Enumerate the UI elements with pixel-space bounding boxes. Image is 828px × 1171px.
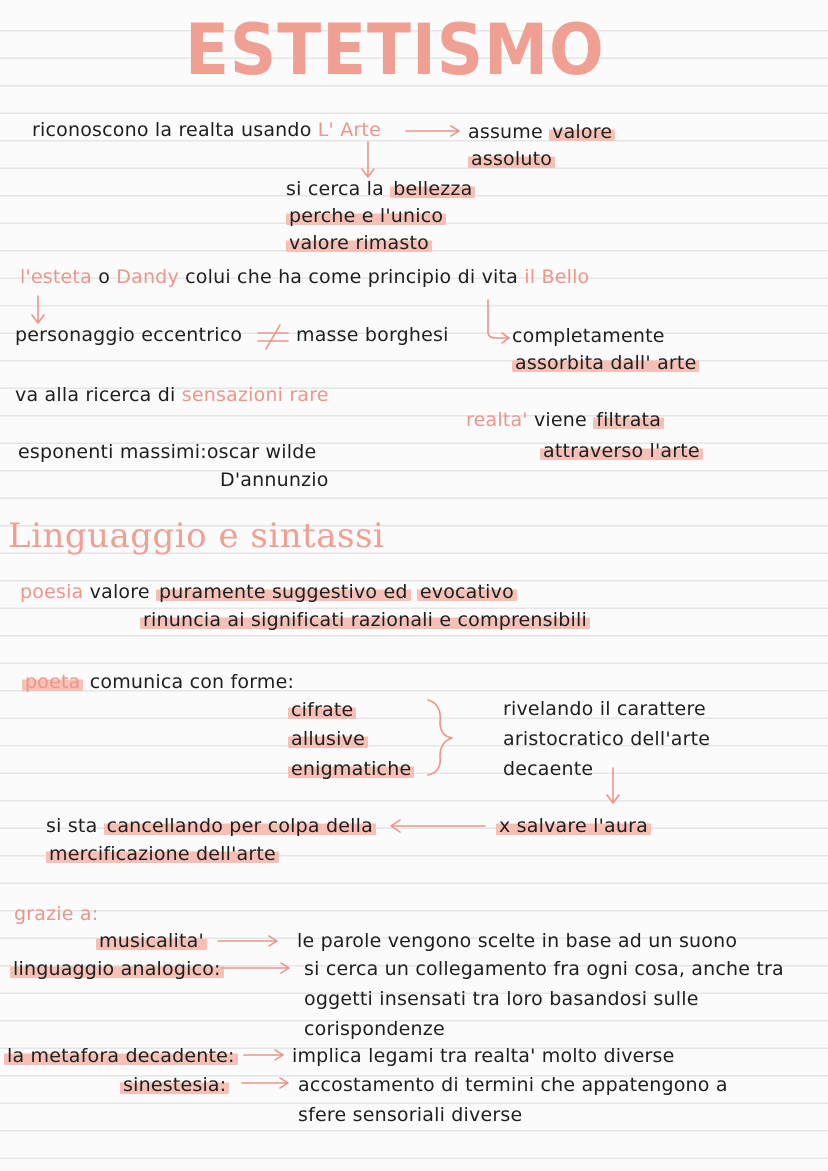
- highlight-assorbita: assorbita dall' arte: [512, 352, 699, 374]
- note-line: [512, 351, 699, 375]
- arrow-sinestesia-icon: [242, 1078, 288, 1088]
- arrow-metafora-icon: [244, 1050, 283, 1060]
- note-line: [15, 383, 329, 407]
- list-item: [288, 698, 356, 722]
- term: [120, 1073, 229, 1097]
- note-line: [512, 324, 665, 348]
- note-text: comunica con forme:: [89, 671, 295, 693]
- term: [10, 957, 224, 981]
- keyword-bello: il Bello: [524, 266, 590, 288]
- note-line: [503, 697, 706, 721]
- note-text: D'annunzio: [220, 469, 329, 491]
- highlight-enigmatiche: enigmatiche: [288, 758, 414, 780]
- highlight-valore-rimasto: valore rimasto: [286, 232, 432, 254]
- note-text: viene: [533, 409, 587, 431]
- note-line: [18, 440, 316, 464]
- keyword-poeta: poeta: [22, 671, 83, 693]
- note-text: valore: [89, 581, 150, 603]
- definition: sfere sensoriali diverse: [298, 1104, 523, 1126]
- arrow-esteta-down-icon: [32, 296, 44, 323]
- section-heading: Linguaggio e sintassi: [8, 516, 385, 556]
- list-item: [288, 757, 414, 781]
- highlight-linguaggio: linguaggio analogico:: [10, 958, 224, 980]
- note-text: assume: [468, 121, 543, 143]
- definition: oggetti insensati tra loro basandosi sulle: [304, 988, 699, 1010]
- highlight-bellezza: bellezza: [390, 178, 475, 200]
- arrow-arte-down-icon: [362, 142, 374, 177]
- highlight-rinuncia: rinuncia ai significati razionali e comprensibili: [140, 609, 590, 631]
- note-text: si cerca la: [286, 178, 384, 200]
- note-text: aristocratico dell'arte: [503, 728, 711, 750]
- highlight-mercificazione: mercificazione dell'arte: [46, 843, 279, 865]
- highlight-sinestesia: sinestesia:: [120, 1074, 229, 1096]
- note-text: completamente: [512, 325, 665, 347]
- note-text: esponenti massimi:: [18, 441, 207, 463]
- arrow-aura-left-icon: [391, 820, 485, 832]
- note-line: [140, 608, 590, 632]
- brace-icon: [428, 700, 452, 775]
- highlight-allusive: allusive: [288, 728, 368, 750]
- note-line: [20, 580, 517, 604]
- definition: si cerca un collegamento fra ogni cosa, anche tra: [304, 958, 784, 980]
- note-line: [46, 842, 279, 866]
- note-line: [468, 147, 555, 171]
- term: [96, 929, 207, 953]
- highlight-evocativo: evocativo: [417, 581, 517, 603]
- note-line: [503, 757, 593, 781]
- highlight-aura: x salvare l'aura: [496, 815, 651, 837]
- note-text: rivelando il carattere: [503, 698, 706, 720]
- definition: accostamento di termini che appatengono a: [298, 1074, 728, 1096]
- arrow-musicalita-icon: [218, 936, 277, 946]
- page-title: ESTETISMO: [185, 9, 605, 91]
- keyword-arte: L' Arte: [317, 119, 381, 141]
- subheading-grazie: grazie a:: [14, 903, 99, 925]
- note-line: [220, 468, 329, 492]
- note-line: [286, 231, 432, 255]
- arrow-decaente-down-icon: [607, 768, 619, 803]
- note-text: va alla ricerca di: [15, 384, 176, 406]
- note-line: [46, 814, 376, 838]
- note-line: [503, 727, 710, 751]
- note-line: [20, 265, 589, 289]
- note-line: [468, 120, 615, 144]
- note-line: [286, 177, 475, 201]
- highlight-cifrate: cifrate: [288, 699, 356, 721]
- keyword-poesia: poesia: [20, 581, 84, 603]
- arrow-arte-to-valore-icon: [406, 126, 459, 136]
- note-text: masse borghesi: [296, 324, 449, 346]
- note-text: colui che ha come principio di vita: [185, 266, 519, 288]
- note-text: riconoscono la realta usando: [32, 119, 312, 141]
- highlight-cancellando: cancellando per colpa della: [104, 815, 376, 837]
- arrow-bello-curve-icon: [488, 300, 509, 343]
- note-line: [296, 323, 449, 347]
- note-text: si sta: [46, 815, 98, 837]
- list-item: [288, 727, 368, 751]
- note-line: [32, 118, 381, 142]
- note-text: personaggio eccentrico: [15, 324, 243, 346]
- highlight-suggestivo: puramente suggestivo ed: [156, 581, 411, 603]
- highlight-metafora: la metafora decadente:: [4, 1045, 238, 1067]
- highlight-valore: valore: [549, 121, 615, 143]
- note-text: decaente: [503, 758, 594, 780]
- arrow-linguaggio-icon: [222, 963, 289, 973]
- highlight-musicalita: musicalita': [96, 930, 207, 952]
- note-line: [496, 814, 651, 838]
- definition: implica legami tra realta' molto diverse: [292, 1045, 675, 1067]
- term: [4, 1044, 238, 1068]
- note-line: [466, 408, 664, 432]
- highlight-assoluto: assoluto: [468, 148, 555, 170]
- note-line: [15, 323, 242, 347]
- highlight-filtrata: filtrata: [593, 409, 664, 431]
- keyword-sensazioni: sensazioni rare: [181, 384, 329, 406]
- note-text: o: [98, 266, 111, 288]
- keyword-esteta: l'esteta: [20, 266, 92, 288]
- highlight-unico: perche e l'unico: [286, 205, 446, 227]
- note-line: [286, 204, 446, 228]
- note-line: [22, 670, 294, 694]
- note-line: [540, 439, 703, 463]
- keyword-realta: realta': [466, 409, 528, 431]
- definition: le parole vengono scelte in base ad un suono: [297, 930, 738, 952]
- not-equal-icon: [258, 325, 288, 349]
- keyword-dandy: Dandy: [116, 266, 179, 288]
- note-text: oscar wilde: [206, 441, 317, 463]
- definition: corispondenze: [304, 1018, 445, 1040]
- highlight-attraverso: attraverso l'arte: [540, 440, 703, 462]
